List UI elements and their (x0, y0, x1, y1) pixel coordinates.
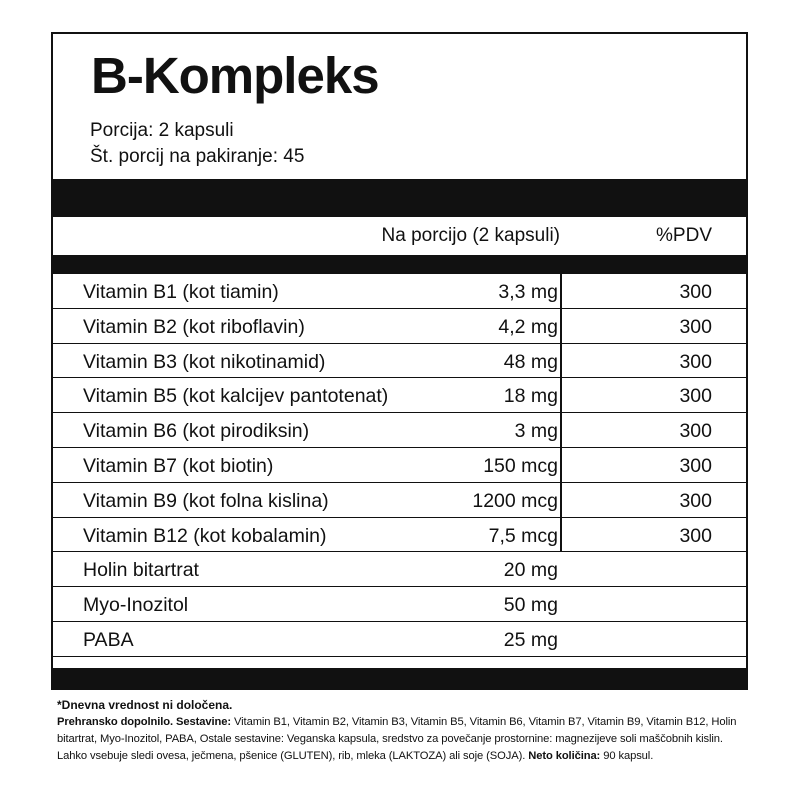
nutrient-table (53, 274, 746, 657)
table-row (53, 448, 746, 483)
table-row (53, 344, 746, 379)
nutrient-daily-value: 300 (679, 315, 712, 338)
product-title: B-Kompleks (91, 47, 379, 104)
nutrient-name: Vitamin B1 (kot tiamin) (83, 281, 279, 303)
nutrient-amount: 50 mg (503, 594, 558, 617)
table-row (53, 274, 746, 309)
serving-size: Porcija: 2 kapsuli (90, 120, 234, 141)
ingredients-list: Vitamin B1, Vitamin B2, Vitamin B3, Vitamin B5, Vitamin B6, Vitamin B7, Vitamin B9, Vitamin B12, Holin bitartrat, Myo-Inozitol, PABA, Ostale sestavine: Veganska kapsula, sredstvo za povečanje prostornine: magnezijeve soli maščobnih kislin. Lahko vsebuje sledi ovesa, ječmena, pšenice (GLUTEN), rib, mleka (LAKTOZA) ali soje (SOJA). (57, 716, 737, 762)
header-daily-value: %PDV (656, 225, 712, 246)
net-quantity-label: Neto količina: (528, 750, 601, 762)
nutrient-daily-value: 300 (679, 524, 712, 547)
table-row (53, 309, 746, 344)
nutrient-daily-value: 300 (679, 489, 712, 512)
nutrient-amount: 48 mg (503, 350, 558, 373)
nutrient-amount: 18 mg (503, 385, 558, 408)
nutrient-name: Vitamin B6 (kot pirodiksin) (83, 420, 310, 443)
column-separator (560, 274, 562, 552)
nutrient-daily-value: 300 (679, 454, 712, 477)
thick-divider-top (51, 179, 748, 217)
nutrient-daily-value: 300 (679, 350, 712, 373)
table-row (53, 483, 746, 518)
nutrient-name: Vitamin B3 (kot nikotinamid) (83, 350, 326, 373)
nutrient-name: Holin bitartrat (83, 559, 199, 582)
header-amount-per-serving: Na porcijo (2 kapsuli) (381, 225, 560, 246)
table-header-row (53, 217, 746, 255)
nutrient-amount: 4,2 mg (498, 315, 558, 338)
nutrient-amount: 25 mg (503, 628, 558, 651)
table-row (53, 587, 746, 622)
thick-divider-bottom (51, 668, 748, 690)
nutrient-name: Vitamin B7 (kot biotin) (83, 454, 274, 477)
nutrient-amount: 150 mcg (483, 454, 558, 477)
nutrient-name: Vitamin B9 (kot folna kislina) (83, 489, 329, 512)
ingredients-label: Sestavine: (176, 716, 231, 728)
nutrient-amount: 1200 mcg (472, 489, 558, 512)
nutrient-name: PABA (83, 628, 134, 651)
thick-divider-middle (51, 255, 748, 274)
nutrient-amount: 3 mg (514, 420, 558, 443)
nutrient-name: Vitamin B12 (kot kobalamin) (83, 524, 327, 547)
table-row (53, 378, 746, 413)
nutrient-name: Myo-Inozitol (83, 594, 189, 617)
table-row (53, 552, 746, 587)
servings-per-package: Št. porcij na pakiranje: 45 (90, 146, 305, 167)
nutrient-amount: 7,5 mcg (488, 524, 558, 547)
net-quantity-value: 90 kapsul. (603, 750, 654, 762)
supplement-facts-panel (51, 32, 748, 688)
nutrient-name: Vitamin B5 (kot kalcijev pantotenat) (83, 385, 389, 408)
nutrient-daily-value: 300 (679, 385, 712, 408)
nutrient-daily-value: 300 (679, 281, 712, 303)
supplement-label: Prehransko dopolnilo. (57, 716, 174, 728)
composition-text (57, 714, 747, 765)
nutrient-daily-value: 300 (679, 420, 712, 443)
nutrient-amount: 3,3 mg (498, 281, 558, 303)
nutrient-amount: 20 mg (503, 559, 558, 582)
daily-value-footnote: *Dnevna vrednost ni določena. (57, 698, 233, 712)
table-row (53, 518, 746, 553)
nutrient-name: Vitamin B2 (kot riboflavin) (83, 315, 305, 338)
table-row (53, 622, 746, 657)
table-row (53, 413, 746, 448)
